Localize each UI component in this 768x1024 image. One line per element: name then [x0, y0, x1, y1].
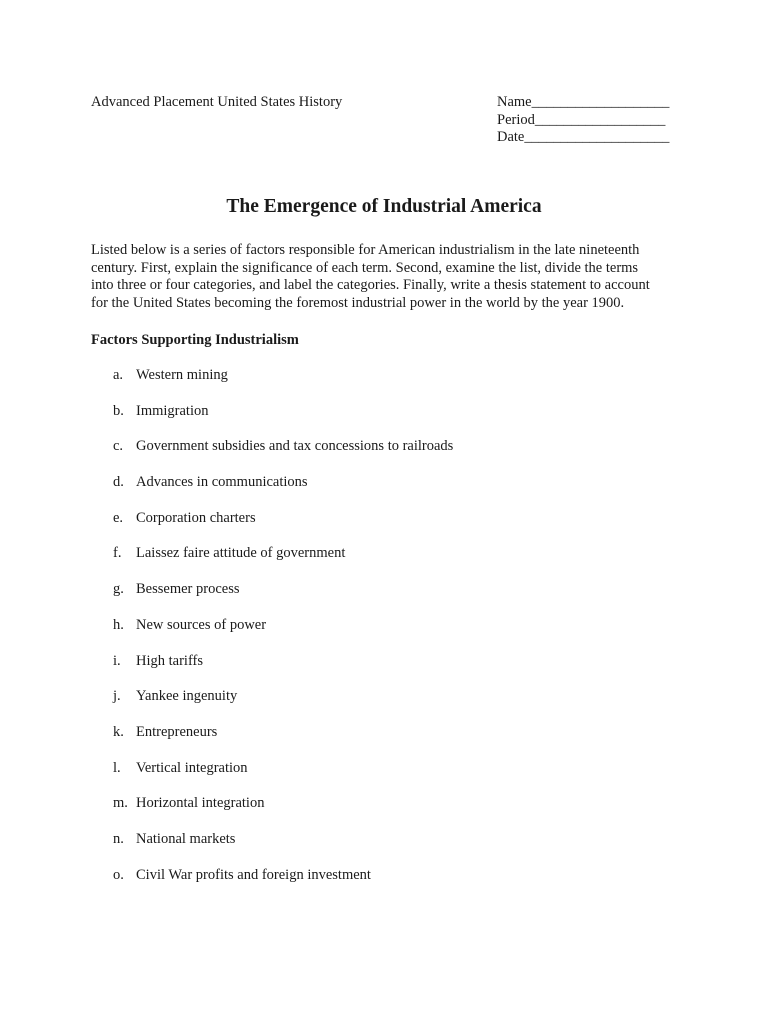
list-item-letter: n.	[113, 830, 124, 847]
list-item-letter: d.	[113, 474, 124, 491]
list-item	[0, 724, 768, 760]
instructions-paragraph	[91, 242, 691, 312]
instructions-line: into three or four categories, and label the categories. Finally, write a thesis statement to account	[91, 277, 650, 294]
list-item-text: Entrepreneurs	[136, 723, 218, 740]
list-item-letter: b.	[113, 402, 124, 419]
list-item	[0, 367, 768, 403]
list-item-letter: g.	[113, 581, 124, 598]
list-item-text: National markets	[136, 830, 236, 847]
list-item	[0, 795, 768, 831]
list-item-letter: k.	[113, 723, 124, 740]
list-item-text: Yankee ingenuity	[136, 688, 238, 705]
course-name: Advanced Placement United States History	[91, 94, 343, 110]
worksheet-title: The Emergence of Industrial America	[226, 196, 542, 217]
list-item	[0, 510, 768, 546]
list-item-letter: l.	[113, 759, 121, 776]
list-item-text: Immigration	[136, 402, 209, 419]
list-item	[0, 581, 768, 617]
section-heading: Factors Supporting Industrialism	[91, 332, 299, 348]
list-item	[0, 653, 768, 689]
name-field: Name___________________	[497, 94, 670, 110]
list-item-text: Vertical integration	[136, 759, 248, 776]
list-item	[0, 831, 768, 867]
list-item-text: Laissez faire attitude of government	[136, 545, 346, 562]
student-info-fields	[497, 94, 669, 147]
list-item	[0, 760, 768, 796]
list-item	[0, 617, 768, 653]
list-item-text: Corporation charters	[136, 509, 256, 526]
list-item	[0, 867, 768, 903]
list-item-text: Bessemer process	[136, 581, 240, 598]
list-item	[0, 688, 768, 724]
list-item-letter: a.	[113, 367, 124, 383]
factor-list	[0, 367, 768, 902]
list-item-letter: j.	[113, 688, 121, 705]
list-item-text: Civil War profits and foreign investment	[136, 866, 371, 883]
instructions-line: Listed below is a series of factors responsible for American industrialism in the late nineteenth	[91, 242, 640, 258]
list-item-letter: e.	[113, 509, 124, 526]
instructions-line: century. First, explain the significance of each term. Second, examine the list, divide the terms	[91, 259, 639, 276]
list-item	[0, 438, 768, 474]
list-item	[0, 474, 768, 510]
list-item	[0, 545, 768, 581]
list-item-letter: o.	[113, 866, 124, 883]
period-field: Period__________________	[497, 111, 666, 128]
list-item-text: High tariffs	[136, 652, 203, 669]
list-item-text: New sources of power	[136, 616, 267, 633]
list-item-letter: i.	[113, 652, 121, 669]
list-item-text: Western mining	[136, 367, 228, 383]
list-item-letter: m.	[113, 795, 128, 812]
list-item-letter: f.	[113, 545, 122, 562]
list-item-text: Government subsidies and tax concessions to railroads	[136, 438, 454, 455]
list-item-text: Advances in communications	[136, 474, 308, 491]
instructions-line: for the United States becoming the foremost industrial power in the world by the year 1900.	[91, 294, 625, 311]
list-item-letter: c.	[113, 438, 124, 455]
list-item	[0, 403, 768, 439]
date-field: Date____________________	[497, 129, 670, 145]
list-item-letter: h.	[113, 616, 124, 633]
list-item-text: Horizontal integration	[136, 795, 265, 812]
